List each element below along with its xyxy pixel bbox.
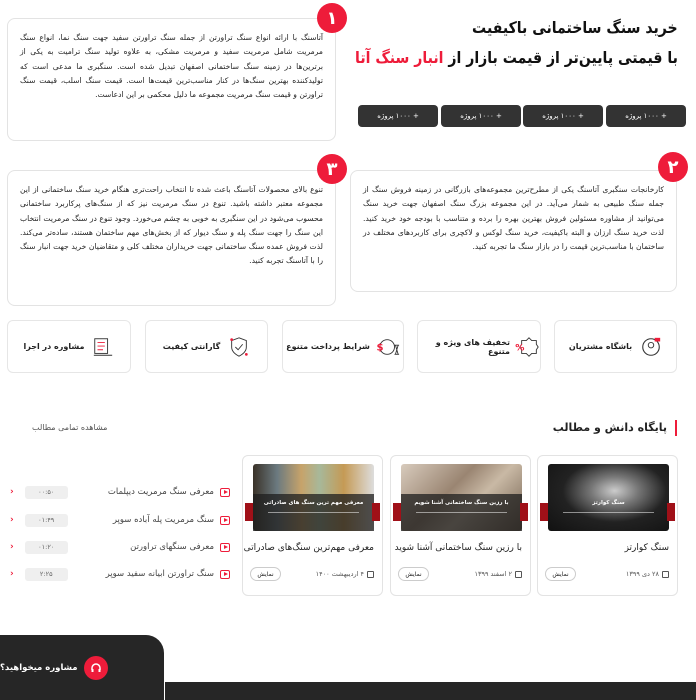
feature-customer-club[interactable] — [554, 320, 677, 373]
video-title: سنگ تراورتن ابیانه سفید سوپر — [105, 569, 214, 579]
headphones-icon — [84, 656, 108, 680]
info-card-1 — [7, 18, 336, 141]
feature-label: تخفیف های ویژه و متنوع — [435, 337, 510, 356]
calendar-icon — [662, 571, 669, 578]
calendar-icon — [367, 571, 374, 578]
video-title: معرفی سنگ مرمریت دیپلمات — [107, 487, 214, 497]
feature-discounts[interactable] — [417, 320, 541, 373]
post-title[interactable]: سنگ کوارتز — [624, 543, 669, 553]
discount-icon — [515, 336, 540, 358]
hero-title-line2 — [355, 48, 678, 67]
post-card[interactable] — [390, 455, 531, 596]
consult-widget[interactable] — [0, 635, 164, 700]
video-duration: ۰۱:۲۰ — [25, 541, 68, 554]
customer-support-icon — [640, 336, 662, 358]
section-title: پایگاه دانش و مطالب — [553, 420, 677, 436]
feature-label: شرایط پرداخت متنوع — [286, 342, 370, 351]
image-caption: با رزین سنگ ساختمانی آشنا شویم — [414, 500, 509, 506]
post-date — [474, 570, 522, 578]
post-title[interactable]: معرفی مهم‌ترین سنگ‌های صادراتی — [243, 543, 374, 553]
project-button[interactable]: + ۱۰۰۰ پروژه — [358, 105, 438, 127]
consult-label: مشاوره میخواهید؟ — [0, 662, 78, 673]
video-duration: ۰۱:۴۹ — [25, 514, 68, 527]
video-item[interactable] — [10, 539, 230, 555]
chevron-left-icon: ‹ — [10, 487, 14, 497]
video-item[interactable] — [10, 484, 230, 500]
hero-title-line1: خرید سنگ ساختمانی باکیفیت — [472, 18, 678, 37]
shield-check-icon — [228, 336, 250, 358]
calendar-icon — [515, 571, 522, 578]
feature-label: گارانتی کیفیت — [162, 342, 221, 351]
feature-label: باشگاه مشتریان — [568, 342, 633, 351]
project-button[interactable]: + ۱۰۰۰ پروژه — [606, 105, 686, 127]
svg-text:$: $ — [376, 342, 384, 354]
post-date-text: ۲۸ دی ۱۳۹۹ — [625, 570, 659, 578]
hero-title-prefix: با قیمتی پایین‌تر از قیمت بازار از — [443, 48, 678, 67]
info-card-3 — [7, 170, 336, 306]
video-item[interactable] — [10, 512, 230, 528]
image-caption: معرفی مهم ترین سنگ های صادراتی — [263, 500, 364, 506]
post-date-text: ۲ اسفند ۱۳۹۹ — [474, 570, 512, 578]
image-caption: سنگ کوارتز — [592, 500, 625, 506]
video-icon — [220, 516, 230, 525]
video-title: معرفی سنگهای تراورتن — [130, 542, 214, 552]
feature-consulting[interactable] — [7, 320, 131, 373]
video-duration: ۰۰:۵۰ — [25, 486, 68, 499]
chevron-left-icon: ‹ — [10, 542, 14, 552]
svg-text:%: % — [515, 342, 525, 354]
video-icon — [220, 570, 230, 579]
post-card[interactable] — [537, 455, 678, 596]
post-image — [548, 464, 669, 531]
feature-payment[interactable] — [282, 320, 404, 373]
post-card[interactable] — [242, 455, 383, 596]
project-button[interactable]: + ۱۰۰۰ پروژه — [523, 105, 603, 127]
footer-bar — [165, 682, 696, 700]
feature-quality[interactable] — [145, 320, 268, 373]
post-date-text: ۴ اردیبهشت ۱۴۰۰ — [315, 570, 364, 578]
number-badge: ۱ — [317, 3, 347, 33]
video-item[interactable] — [10, 566, 230, 582]
project-button[interactable]: + ۱۰۰۰ پروژه — [441, 105, 521, 127]
hero-title-highlight: انبار سنگ آتا — [355, 48, 444, 67]
show-button[interactable]: نمایش — [250, 567, 281, 581]
info-card-text: تنوع بالای محصولات آتاسنگ باعث شده تا انتخاب راحت‌تری هنگام خرید سنگ ساختمانی از این مجموعه معتبر داشته باشید. تنوع در سنگ مرمریت نیز که از سنگ‌های پرکاربرد ساختمانی محسوب می‌شود در این سنگبری به خوبی به چشم می‌خورد. وجود تنوع در سنگ مرمریت انتخاب این سنگ را جهت سنگ پله و سنگ دیوار که از بخش‌های مهم ساختمان هستند، ساده‌تر می‌کند. لذت فروش عمده سنگ ساختمانی جهت خریداران مختلف کلی و متقاضیان خرید جهت انبار سنگ را با آتاسنگ تجربه کنید. — [20, 185, 323, 266]
post-date — [626, 570, 669, 578]
payment-terms-icon — [378, 336, 400, 358]
consulting-checklist-icon — [92, 336, 114, 358]
info-card-text: کارخانجات سنگبری آتاسنگ یکی از مطرح‌ترین مجموعه‌های بازرگانی در زمینه فروش سنگ از جمله سنگ طبیعی به شمار می‌آید. در این مجموعه بزرگ سنگ اصفهان جهت خرید سنگ می‌توانید از مشاوره مسئولین فروش بهترین بهره را برده و متناسب با بودجه خود خرید کنید. لذت خرید سنگ ارزان و البته باکیفیت، خرید سنگ لوکس و لاکچری برای کاربردهای مختلف در ساختمان با مناسب‌ترین قیمت را در بازار سنگ ما تجربه کنید. — [363, 185, 664, 252]
info-card-2 — [350, 170, 677, 292]
post-title[interactable]: با رزین سنگ ساختمانی آشنا شوید — [394, 543, 522, 553]
number-badge: ۳ — [317, 154, 347, 184]
show-button[interactable]: نمایش — [398, 567, 429, 581]
video-title: سنگ مرمریت پله آباده سوپر — [112, 515, 214, 525]
see-all-link[interactable]: مشاهده تمامی مطالب — [32, 423, 108, 432]
post-date — [316, 570, 374, 578]
post-image — [253, 464, 374, 531]
info-card-text: آتاسنگ با ارائه انواع سنگ تراورتن از جمله سنگ تراورتن سفید جهت سنگ نما، انواع سنگ مرمریت شامل مرمریت سفید و مرمریت مشکی، به علاوه تولید سنگ ترامیت به یکی از برترین‌ها در زمینه سنگ ساختمانی اصفهان تبدیل شده است. سنگبری ما مدعی است که تولیدکننده بهترین سنگ‌ها در کنار مناسب‌ترین قیمت‌ها است. قیمت سنگ اسلب، قیمت سنگ تراورتن و قیمت سنگ مرمریت مجموعه ما دلیل محکمی بر این ادعاست. — [20, 33, 323, 100]
chevron-left-icon: ‹ — [10, 515, 14, 525]
video-icon — [220, 543, 230, 552]
post-image — [401, 464, 522, 531]
video-duration: ۲:۲۵ — [25, 568, 68, 581]
video-icon — [220, 488, 230, 497]
chevron-left-icon: ‹ — [10, 569, 14, 579]
show-button[interactable]: نمایش — [545, 567, 576, 581]
feature-label: مشاوره در اجرا — [23, 342, 85, 351]
number-badge: ۲ — [658, 152, 688, 182]
